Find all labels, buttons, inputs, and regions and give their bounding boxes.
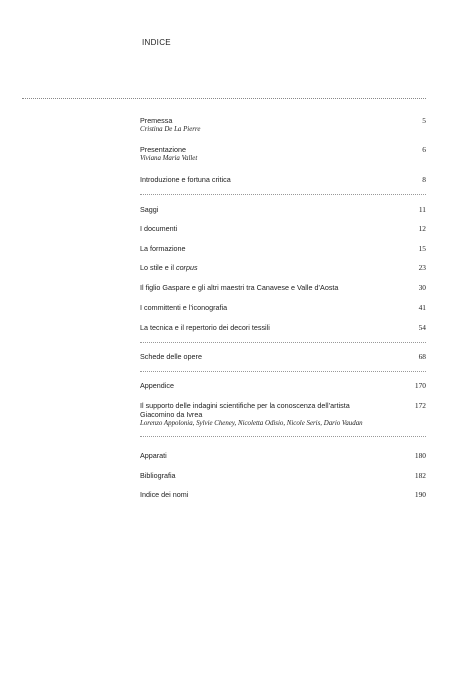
- toc-entry-label: Appendice: [140, 381, 174, 390]
- toc-entry-label: I documenti: [140, 224, 178, 233]
- toc-entry-page: 6: [422, 145, 426, 154]
- toc-entry-page: 54: [418, 323, 426, 332]
- toc-entry-label: Bibliografia: [140, 471, 176, 480]
- toc-entry-label: Presentazione: [140, 145, 186, 154]
- toc-entry-label: La formazione: [140, 244, 186, 253]
- toc-entry-stile-corpus[interactable]: [140, 263, 426, 272]
- toc-entry-introduzione[interactable]: [140, 175, 426, 184]
- toc-entry-tecnica[interactable]: [140, 323, 426, 332]
- toc-entry-schede[interactable]: [140, 352, 426, 361]
- toc-entry-documenti[interactable]: [140, 224, 426, 233]
- toc-entry-label: Apparati: [140, 451, 167, 460]
- toc-entry-apparati[interactable]: [140, 451, 426, 460]
- toc-entry-author: Cristina De La Pierre: [140, 126, 201, 133]
- toc-entry-page: 68: [418, 352, 426, 361]
- toc-entry-page: 5: [422, 116, 426, 125]
- toc-entry-page: 190: [414, 490, 426, 499]
- section-divider: [140, 436, 426, 437]
- toc-entry-label: Premessa: [140, 116, 173, 125]
- toc-entry-page: 12: [418, 224, 426, 233]
- toc-entry-indice-nomi[interactable]: [140, 490, 426, 499]
- toc-entry-indagini[interactable]: [140, 401, 426, 428]
- toc-entry-page: 170: [414, 381, 426, 390]
- toc-entry-label-italic: corpus: [175, 263, 198, 272]
- page-title: INDICE: [142, 38, 171, 47]
- top-divider: [22, 98, 426, 99]
- toc-entry-author: Viviana Maria Vallet: [140, 155, 198, 162]
- toc-entry-gaspare[interactable]: [140, 283, 426, 292]
- toc-entry-bibliografia[interactable]: [140, 471, 426, 480]
- toc-entry-premessa[interactable]: [140, 116, 426, 134]
- toc-entry-page: 30: [418, 283, 426, 292]
- toc-entry-label: I committenti e l’iconografia: [140, 303, 228, 312]
- toc-entry-label: Introduzione e fortuna critica: [140, 175, 231, 184]
- toc-entry-label: Saggi: [140, 205, 159, 214]
- toc-entry-formazione[interactable]: [140, 244, 426, 253]
- toc-entry-page: 23: [418, 263, 426, 272]
- toc-entry-page: 15: [418, 244, 426, 253]
- toc-entry-page: 8: [422, 175, 426, 184]
- section-divider: [140, 371, 426, 372]
- toc-entry-label: Il supporto delle indagini scientifiche per la conoscenza dell’artista Giacomino da Ivrea: [140, 401, 350, 419]
- toc-entry-page: 180: [414, 451, 426, 460]
- toc-entry-label: La tecnica e il repertorio dei decori tessili: [140, 323, 270, 332]
- toc-entry-presentazione[interactable]: [140, 145, 426, 163]
- toc-entry-committenti[interactable]: [140, 303, 426, 312]
- toc-entry-page: 11: [418, 205, 426, 214]
- toc-entry-saggi[interactable]: [140, 205, 426, 214]
- toc-entry-label: Schede delle opere: [140, 352, 202, 361]
- toc-entry-page: 182: [414, 471, 426, 480]
- toc-entry-author: Lorenzo Appolonia, Sylvie Cheney, Nicoletta Odisio, Nicole Seris, Dario Vaudan: [140, 420, 363, 427]
- section-divider: [140, 342, 426, 343]
- toc-entry-label-text: Lo stile e il: [140, 263, 176, 272]
- section-divider: [140, 194, 426, 195]
- toc-entry-label: [140, 263, 426, 272]
- toc-entry-appendice[interactable]: [140, 381, 426, 390]
- toc-entry-label: Il figlio Gaspare e gli altri maestri tra Canavese e Valle d’Aosta: [140, 283, 339, 292]
- toc-entry-page: 41: [418, 303, 426, 312]
- toc-entry-label: Indice dei nomi: [140, 490, 189, 499]
- toc-entry-page: 172: [414, 401, 426, 410]
